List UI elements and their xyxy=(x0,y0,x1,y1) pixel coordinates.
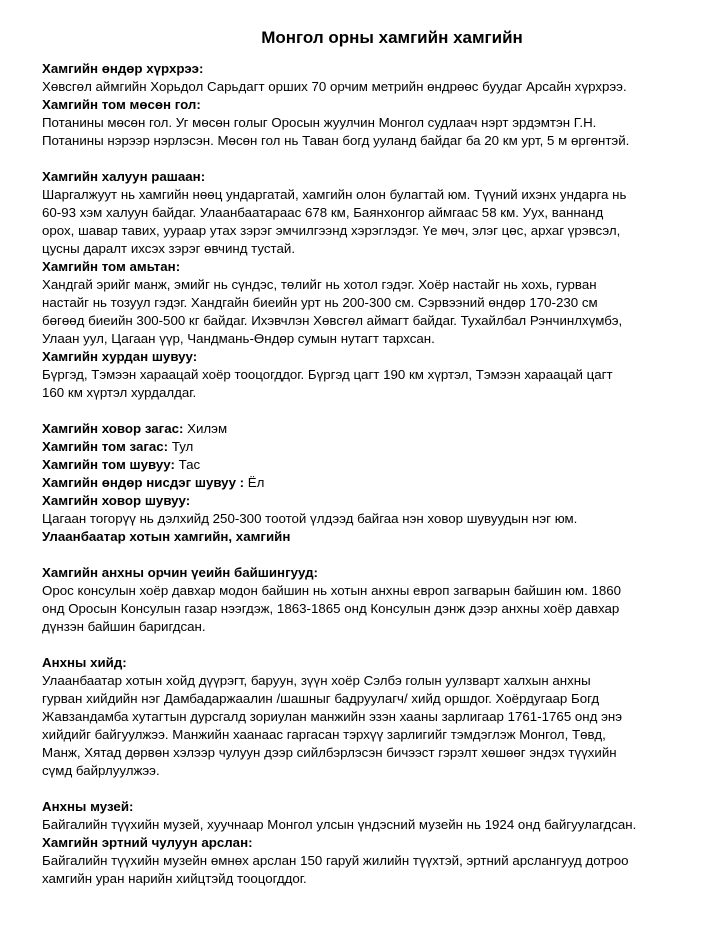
fact-line xyxy=(42,456,712,474)
section-text-line: 160 км хүртэл хурдалдаг. xyxy=(42,385,197,400)
section-text-line: гурван хийдийн нэг Дамбадаржаалин /шашныг бадруулагч/ хийд оршдог. Хоёрдугаар Богд xyxy=(42,691,600,706)
section-text-line: бөгөөд биеийн 300-500 кг байдаг. Ихэвчлэн Хөвсгөл аймагт байдаг. Тухайлбал Рэнчинлхүмбэ, xyxy=(42,313,623,328)
section-text-line: Улаан уул, Цагаан үүр, Чандмань-Өндөр сумын нутагт тархсан. xyxy=(42,331,435,346)
section-heading-first-monastery: Анхны хийд: xyxy=(42,655,127,670)
section-text-line: 60-93 хэм халуун байдаг. Улаанбаатараас 678 км, Баянхонгор аймгаас 58 км. Уух, ваннанд xyxy=(42,205,604,220)
section-heading-hottest-spring: Хамгийн халуун рашаан: xyxy=(42,169,206,184)
section-heading-first-museum: Анхны музей: xyxy=(42,799,134,814)
section-text-line: Хандгай эрийг манж, эмийг нь сүндэс, төлийг нь хотол гэдэг. Хоёр настайг нь хохь, гурван xyxy=(42,277,597,292)
section-text-line: Жавзандамба хутагтын дурсгалд зориулан манжийн эзэн хааны зарлигаар 1761-1765 онд энэ xyxy=(42,709,623,724)
fact-line xyxy=(42,474,712,492)
fact-label: Хамгийн өндөр нисдэг шувуу : xyxy=(42,475,245,490)
section-text-line: Хөвсгөл аймгийн Хорьдол Сарьдагт орших 70 орчим метрийн өндрөөс буудаг Арсайн хүрхрээ. xyxy=(42,79,627,94)
section-heading-rarest-bird: Хамгийн ховор шувуу: xyxy=(42,493,191,508)
section-text-line: Орос консулын хоёр давхар модон байшин нь хотын анхны европ загварын байшин юм. 1860 xyxy=(42,583,622,598)
fact-value: Хилэм xyxy=(183,421,228,436)
section-heading-highest-waterfall: Хамгийн өндөр хүрхрээ: xyxy=(42,61,204,76)
fact-line xyxy=(42,438,712,456)
section-text-line: Бүргэд, Тэмээн хараацай хоёр тооцогддог. Бүргэд цагт 190 км хүртэл, Тэмээн хараацай цагт xyxy=(42,367,613,382)
section-text-line: Потанины мөсөн гол. Уг мөсөн голыг Оросын жуулчин Монгол судлаач нэрт эрдэмтэн Г.Н. xyxy=(42,115,597,130)
fact-value: Тул xyxy=(168,439,194,454)
fact-value: Тас xyxy=(174,457,201,472)
section-text-line: сүмд байрлуулжээ. xyxy=(42,763,160,778)
document-title: Монгол орны хамгийн хамгийн xyxy=(261,28,523,47)
fact-line xyxy=(42,420,712,438)
section-text-line: хийдийг байгуулжээ. Манжийн хаанаас гаргасан тэрхүү зарлигийг тэмдэглэж Монгол, Төвд, xyxy=(42,727,606,742)
section-text-line: дүнзэн байшин баригдсан. xyxy=(42,619,206,634)
section-heading-largest-animal: Хамгийн том амьтан: xyxy=(42,259,181,274)
section-text-line: Улаанбаатар хотын хойд дүүрэгт, баруун, зүүн хоёр Сэлбэ голын уулзварт халхын анхны xyxy=(42,673,591,688)
section-text-line: Цагаан тогорүү нь дэлхийд 250-300 тоотой үлдээд байгаа нэн ховор шувуудын нэг юм. xyxy=(42,511,578,526)
section-text-line: Байгалийн түүхийн музейн өмнөх арслан 150 гаруй жилийн түүхтэй, эртний арслангууд дотроо xyxy=(42,853,629,868)
section-text-line: онд Оросын Консулын газар нээгдэж, 1863-1865 онд Консулын дэнж дээр анхны хоёр давхар xyxy=(42,601,620,616)
section-subtitle: Улаанбаатар хотын хамгийн, хамгийн xyxy=(42,529,291,544)
fact-label: Хамгийн том шувуу: xyxy=(42,457,175,472)
section-heading-fastest-bird: Хамгийн хурдан шувуу: xyxy=(42,349,198,364)
section-text-line: Байгалийн түүхийн музей, хуучнаар Монгол улсын үндэсний музейн нь 1924 онд байгуулагдсан. xyxy=(42,817,637,832)
section-text-line: цусны даралт ихсэх зэрэг өвчинд тустай. xyxy=(42,241,296,256)
section-heading-largest-glacier: Хамгийн том мөсөн гол: xyxy=(42,97,201,112)
section-heading-oldest-stone-lion: Хамгийн эртний чулуун арслан: xyxy=(42,835,253,850)
fact-label: Хамгийн том загас: xyxy=(42,439,169,454)
fact-value: Ёл xyxy=(244,475,265,490)
section-text-line: Потанины нэрээр нэрлэсэн. Мөсөн гол нь Таван богд ууланд байдаг ба 20 км урт, 5 м өргөнтэй. xyxy=(42,133,630,148)
section-text-line: хамгийн уран нарийн хийцтэйд тооцогддог. xyxy=(42,871,307,886)
section-text-line: орох, шавар тавих, уураар утах зэрэг эмчилгээнд хэрэглэдэг. Үе мөч, элэг цөс, архаг үрэвсэл, xyxy=(42,223,621,238)
fact-label: Хамгийн ховор загас: xyxy=(42,421,184,436)
section-text-line: настайг нь тозуул гэдэг. Хандгайн биеийн урт нь 200-300 см. Сэрвээний өндөр 170-230 см xyxy=(42,295,598,310)
section-text-line: Шаргалжуут нь хамгийн нөөц ундаргатай, хамгийн олон булагтай юм. Түүний ихэнх ундарга нь xyxy=(42,187,627,202)
section-text-line: Манж, Хятад дөрвөн хэлээр чулуун дээр сийлбэрлэсэн бичээст гэрэлт хөшөөг эндэх түүхийн xyxy=(42,745,617,760)
section-heading-first-modern-buildings: Хамгийн анхны орчин үеийн байшингууд: xyxy=(42,565,318,580)
document-page xyxy=(42,26,712,888)
